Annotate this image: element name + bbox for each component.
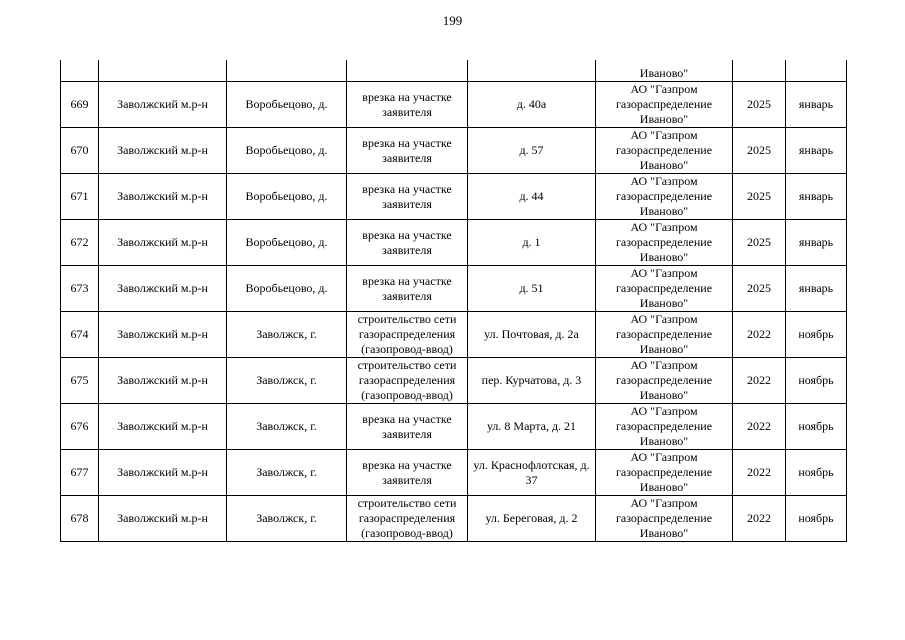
- cont-cell-locality: [227, 60, 347, 82]
- cell-year: 2022: [733, 358, 786, 404]
- cell-year: 2022: [733, 496, 786, 542]
- cell-year: 2025: [733, 220, 786, 266]
- cell-month: ноябрь: [786, 358, 847, 404]
- cell-year: 2025: [733, 266, 786, 312]
- cell-work-type: строительство сети газораспределения (газопровод-ввод): [347, 358, 468, 404]
- cont-cell-num: [61, 60, 99, 82]
- cell-month: ноябрь: [786, 312, 847, 358]
- cell-locality: Воробьецово, д.: [227, 82, 347, 128]
- cell-work-type: врезка на участке заявителя: [347, 128, 468, 174]
- cell-locality: Воробьецово, д.: [227, 266, 347, 312]
- cell-month: январь: [786, 220, 847, 266]
- cell-organization: АО "Газпром газораспределение Иваново": [596, 174, 733, 220]
- page-number: 199: [442, 13, 463, 28]
- cont-cell-address: [468, 60, 596, 82]
- cell-locality: Заволжск, г.: [227, 450, 347, 496]
- cell-organization: АО "Газпром газораспределение Иваново": [596, 404, 733, 450]
- table-row: [61, 450, 847, 496]
- continuation-row: [61, 60, 847, 82]
- cell-district: Заволжский м.р-н: [99, 266, 227, 312]
- cell-year: 2022: [733, 450, 786, 496]
- cell-number: 678: [61, 496, 99, 542]
- cell-address: д. 1: [468, 220, 596, 266]
- cell-locality: Заволжск, г.: [227, 312, 347, 358]
- cell-month: январь: [786, 128, 847, 174]
- cell-work-type: врезка на участке заявителя: [347, 174, 468, 220]
- cell-address: ул. 8 Марта, д. 21: [468, 404, 596, 450]
- table-row: [61, 312, 847, 358]
- table-row: [61, 174, 847, 220]
- cell-number: 669: [61, 82, 99, 128]
- cell-work-type: врезка на участке заявителя: [347, 220, 468, 266]
- table-row: [61, 404, 847, 450]
- data-table: [60, 60, 847, 542]
- cell-work-type: врезка на участке заявителя: [347, 82, 468, 128]
- cont-cell-work: [347, 60, 468, 82]
- cont-cell-org: Иваново": [596, 60, 733, 82]
- cell-month: январь: [786, 266, 847, 312]
- cell-locality: Воробьецово, д.: [227, 128, 347, 174]
- table-body: [61, 60, 847, 542]
- cell-address: д. 51: [468, 266, 596, 312]
- cell-work-type: строительство сети газораспределения (газопровод-ввод): [347, 496, 468, 542]
- cell-address: д. 44: [468, 174, 596, 220]
- cell-year: 2022: [733, 404, 786, 450]
- cell-number: 670: [61, 128, 99, 174]
- cell-year: 2025: [733, 174, 786, 220]
- cont-cell-year: [733, 60, 786, 82]
- table-row: [61, 128, 847, 174]
- cell-year: 2025: [733, 128, 786, 174]
- cell-work-type: строительство сети газораспределения (газопровод-ввод): [347, 312, 468, 358]
- cell-number: 677: [61, 450, 99, 496]
- cell-district: Заволжский м.р-н: [99, 496, 227, 542]
- cell-organization: АО "Газпром газораспределение Иваново": [596, 358, 733, 404]
- cell-district: Заволжский м.р-н: [99, 358, 227, 404]
- cell-number: 672: [61, 220, 99, 266]
- cell-organization: АО "Газпром газораспределение Иваново": [596, 312, 733, 358]
- cell-locality: Заволжск, г.: [227, 496, 347, 542]
- cell-address: ул. Береговая, д. 2: [468, 496, 596, 542]
- cell-year: 2025: [733, 82, 786, 128]
- cont-cell-month: [786, 60, 847, 82]
- cell-number: 671: [61, 174, 99, 220]
- cell-locality: Воробьецово, д.: [227, 220, 347, 266]
- cell-work-type: врезка на участке заявителя: [347, 266, 468, 312]
- cell-address: д. 40а: [468, 82, 596, 128]
- cell-organization: АО "Газпром газораспределение Иваново": [596, 82, 733, 128]
- cell-month: январь: [786, 174, 847, 220]
- cell-locality: Заволжск, г.: [227, 358, 347, 404]
- cell-month: январь: [786, 82, 847, 128]
- cell-organization: АО "Газпром газораспределение Иваново": [596, 128, 733, 174]
- cell-locality: Заволжск, г.: [227, 404, 347, 450]
- cell-address: ул. Почтовая, д. 2а: [468, 312, 596, 358]
- cell-address: д. 57: [468, 128, 596, 174]
- cell-district: Заволжский м.р-н: [99, 220, 227, 266]
- table-row: [61, 220, 847, 266]
- cell-locality: Воробьецово, д.: [227, 174, 347, 220]
- cell-district: Заволжский м.р-н: [99, 174, 227, 220]
- cell-month: ноябрь: [786, 450, 847, 496]
- cell-organization: АО "Газпром газораспределение Иваново": [596, 496, 733, 542]
- cell-work-type: врезка на участке заявителя: [347, 450, 468, 496]
- cell-number: 673: [61, 266, 99, 312]
- cell-work-type: врезка на участке заявителя: [347, 404, 468, 450]
- cell-organization: АО "Газпром газораспределение Иваново": [596, 450, 733, 496]
- cell-month: ноябрь: [786, 496, 847, 542]
- table-row: [61, 358, 847, 404]
- table-row: [61, 266, 847, 312]
- cell-year: 2022: [733, 312, 786, 358]
- table-row: [61, 496, 847, 542]
- cell-number: 675: [61, 358, 99, 404]
- cell-district: Заволжский м.р-н: [99, 450, 227, 496]
- cell-district: Заволжский м.р-н: [99, 128, 227, 174]
- table-row: [61, 82, 847, 128]
- cell-district: Заволжский м.р-н: [99, 82, 227, 128]
- cont-cell-district: [99, 60, 227, 82]
- cell-number: 676: [61, 404, 99, 450]
- cell-district: Заволжский м.р-н: [99, 404, 227, 450]
- cell-organization: АО "Газпром газораспределение Иваново": [596, 220, 733, 266]
- cell-address: пер. Курчатова, д. 3: [468, 358, 596, 404]
- cell-organization: АО "Газпром газораспределение Иваново": [596, 266, 733, 312]
- cell-number: 674: [61, 312, 99, 358]
- cell-month: ноябрь: [786, 404, 847, 450]
- cell-district: Заволжский м.р-н: [99, 312, 227, 358]
- cell-address: ул. Краснофлотская, д. 37: [468, 450, 596, 496]
